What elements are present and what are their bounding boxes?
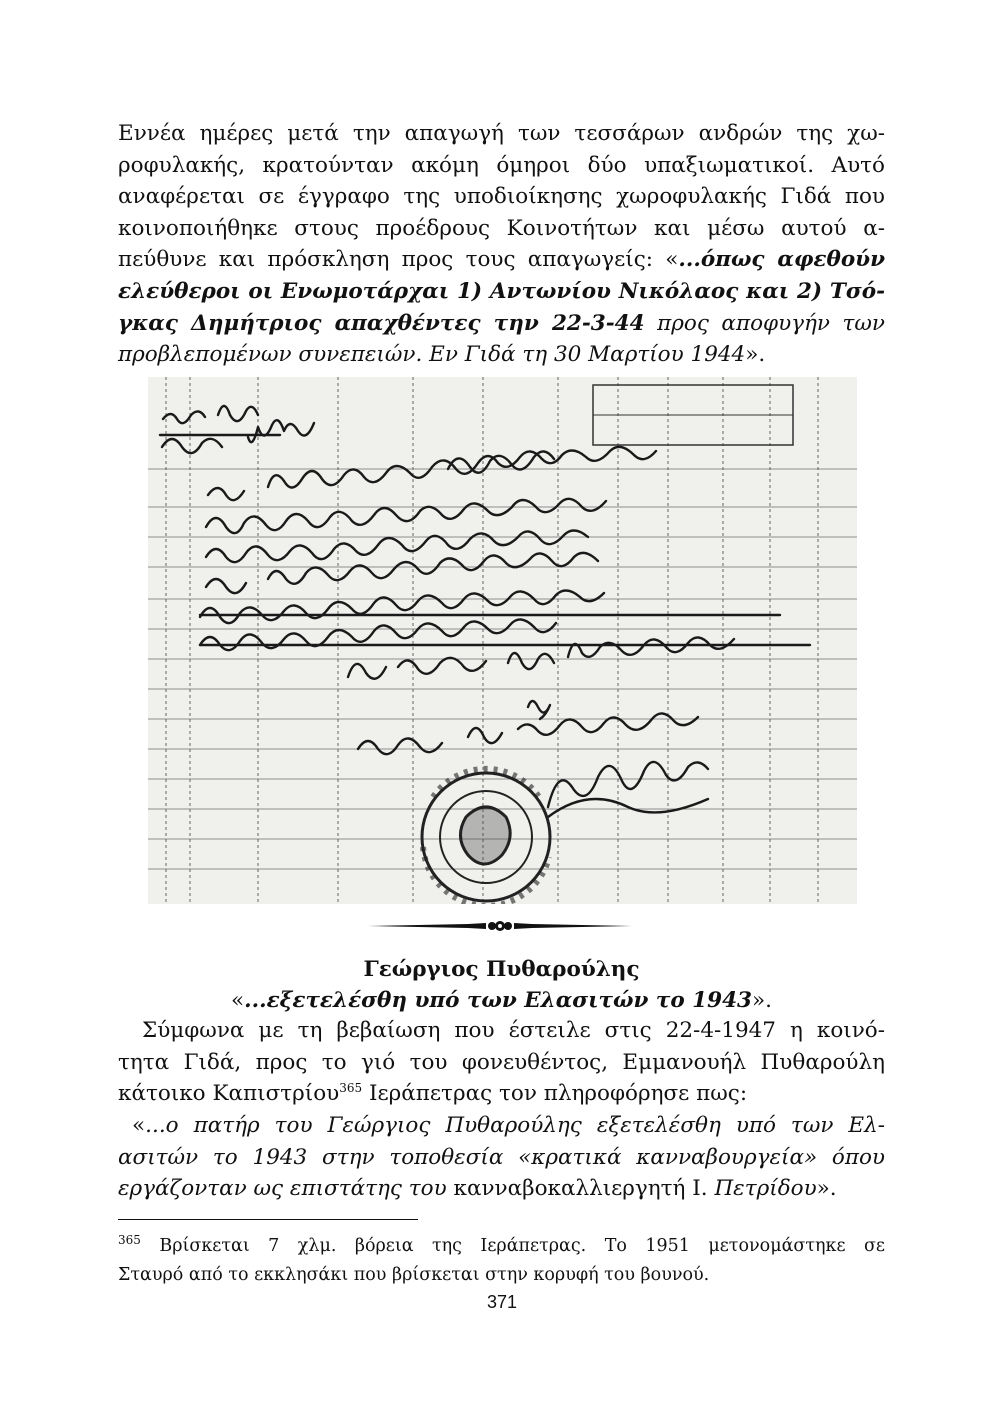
- text-run: Βρίσκεται 7 χλμ. βόρεια της Ιεράπετρας. Το 1951 μετονομάστηκε σε: [140, 1236, 885, 1256]
- text-run: ».: [816, 1176, 837, 1202]
- section-subtitle: [118, 985, 885, 1016]
- paragraph-quote: [118, 1110, 885, 1205]
- quote-mark: ».: [752, 988, 773, 1013]
- quote-bold-italic: ελεύθεροι οι Ενωμοτάρχαι 1) Αντωνίου Νικόλαος και 2) Τσό-: [118, 278, 885, 304]
- footnote: [118, 1232, 885, 1290]
- text-run: κανναβοκαλλιεργητή Ι.: [446, 1176, 715, 1202]
- text-line: τητα Γιδά, προς το γιό του φονευθέντος, Εμμανουήλ Πυθαρούλη: [118, 1049, 885, 1075]
- text-line: [118, 244, 885, 276]
- quote-mark: «: [230, 988, 245, 1013]
- quote-italic: ασιτών το 1943 στην τοποθεσία «κρατικά κανναβουργεία» όπου: [118, 1144, 885, 1170]
- footnote-ref: 365: [339, 1081, 363, 1096]
- text-run: ».: [745, 342, 766, 368]
- quote-bold-italic: ...όπως αφεθούν: [678, 247, 885, 273]
- footnote-line: [118, 1232, 885, 1261]
- text-run: κάτοικο Καπιστρίου: [118, 1081, 340, 1107]
- quote-bold-italic: γκας Δημήτριος απαχθέντες την 22-3-44: [118, 310, 645, 336]
- quote-mark: «: [132, 1113, 146, 1138]
- archive-document-image: [148, 377, 857, 904]
- text-run: Ιεράπετρας τον πληροφόρησε πως:: [362, 1081, 748, 1107]
- text-line: [118, 308, 885, 340]
- quote-italic: εργάζονταν ως επιστάτης του: [118, 1176, 447, 1202]
- footnote-number: 365: [118, 1233, 141, 1248]
- text-line: Σύμφωνα με τη βεβαίωση που έστειλε στις 22-4-1947 η κοινό-: [142, 1018, 885, 1043]
- text-line: Εννέα ημέρες μετά την απαγωγή των τεσσάρων ανδρών της χω-: [118, 121, 885, 146]
- text-line: [118, 1173, 885, 1205]
- quote-italic: Πετρίδου: [714, 1176, 817, 1202]
- text-line: [118, 1110, 885, 1142]
- handwritten-document-scan: [148, 377, 857, 904]
- text-line: ροφυλακής, κρατούνταν ακόμη όμηροι δύο υπαξιωματικοί. Αυτό: [118, 152, 885, 178]
- text-run: πεύθυνε και πρόσκληση προς τους απαγωγείς: «: [118, 247, 679, 273]
- text-line: κοινοποιήθηκε στους προέδρους Κοινοτήτων και μέσω αυτού α-: [118, 215, 885, 241]
- text-line: αναφέρεται σε έγγραφο της υποδιοίκησης χωροφυλακής Γιδά που: [118, 184, 885, 210]
- text-line: [118, 1078, 885, 1110]
- section-title: Γεώργιος Πυθαρούλης: [363, 957, 640, 982]
- quote-italic: προς αποφυγήν των: [644, 310, 885, 336]
- paragraph-intro: [118, 118, 885, 371]
- paragraph-certificate: [118, 1015, 885, 1110]
- quote-italic: προβλεπομένων συνεπειών. Εν Γιδά τη 30 Μαρτίου 1944: [118, 342, 746, 368]
- quote-italic: ...ο πατήρ του Γεώργιος Πυθαρούλης εξετελέσθη υπό των Ελ-: [145, 1113, 885, 1138]
- text-line: [118, 339, 885, 371]
- page-number: 371: [486, 1292, 518, 1312]
- footnote-line: Σταυρό από το εκκλησάκι που βρίσκεται στην κορυφή του βουνού.: [118, 1265, 710, 1285]
- quote-bold-italic: ...εξετελέσθη υπό των Ελασιτών το 1943: [244, 988, 753, 1013]
- footnote-rule: [118, 1219, 418, 1220]
- ornamental-divider: [368, 913, 632, 939]
